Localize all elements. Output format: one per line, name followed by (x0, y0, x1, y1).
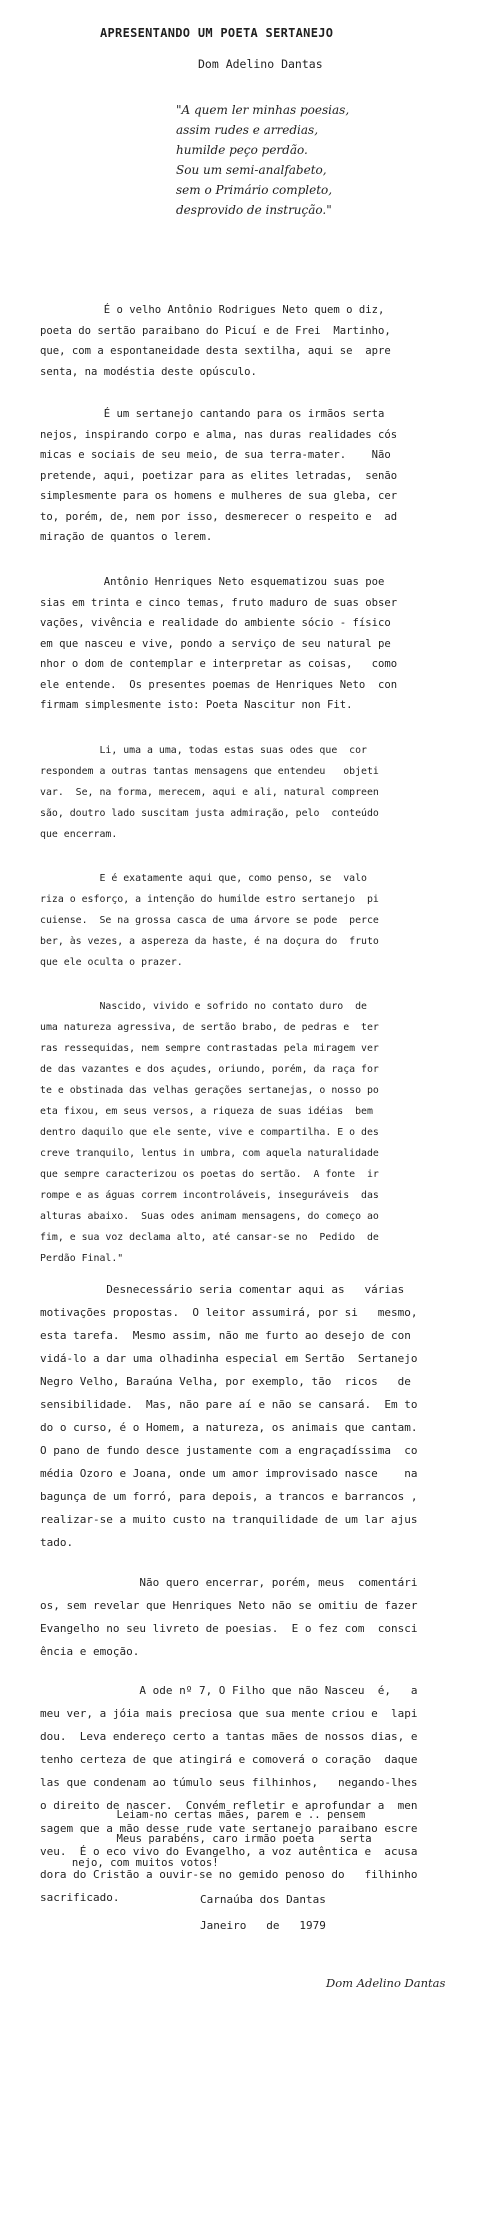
text-line: sias em trinta e cinco temas, fruto maduro de suas obser (40, 596, 398, 609)
text-line: do o curso, é o Homem, a natureza, os animais que cantam. (40, 1421, 418, 1434)
text-line: miração de quantos o lerem. (40, 531, 213, 543)
text-line: sacrificado. (40, 1891, 120, 1904)
text-line: que encerram. (40, 829, 118, 840)
paragraph-themes (40, 572, 466, 716)
text-line: uma natureza agressiva, de sertão brabo, de pedras e ter (40, 1022, 379, 1033)
poem-line: Sou um semi-analfabeto, (176, 163, 327, 177)
place-and-date (200, 1887, 326, 1939)
text-line: dentro daquilo que ele sente, vive e compartilha. E o des (40, 1127, 379, 1138)
text-line: Antônio Henriques Neto esquematizou suas poe (40, 576, 385, 588)
text-line: Meus parabéns, caro irmão poeta serta (40, 1833, 372, 1845)
text-line: las que condenam ao túmulo seus filhinhos, negando-lhes (40, 1776, 418, 1789)
date: Janeiro de 1979 (200, 1919, 326, 1932)
paragraph-effort (40, 868, 466, 973)
text-line: que ele oculta o prazer. (40, 957, 183, 968)
poem-line: assim rudes e arredias, (176, 123, 319, 137)
document-title: APRESENTANDO UM POETA SERTANEJO (100, 26, 334, 40)
text-line: Li, uma a uma, todas estas suas odes que cor (40, 745, 367, 756)
text-line: veu. É o eco vivo do Evangelho, a voz autêntica e acusa (40, 1845, 418, 1858)
paragraph-odes (40, 740, 466, 845)
text-line: Leiam-no certas mães, parem e .. pensem (40, 1809, 366, 1821)
epigraph-poem (176, 100, 349, 220)
text-line: dora do Cristão a ouvir-se no gemido penoso do filhinho (40, 1868, 418, 1881)
text-line: ele entende. Os presentes poemas de Henriques Neto con (40, 678, 398, 691)
text-line: nhor o dom de contemplar e interpretar as coisas, como (40, 658, 398, 670)
text-line: senta, na modéstia deste opúsculo. (40, 365, 257, 378)
signature: Dom Adelino Dantas (326, 1976, 446, 1990)
text-line: Perdão Final." (40, 1253, 124, 1264)
text-line: Nascido, vivido e sofrido no contato duro de (40, 1001, 367, 1012)
text-line: dou. Leva endereço certo a tantas mães de nossos dias, e (40, 1730, 418, 1743)
text-line: Não quero encerrar, porém, meus comentári (40, 1576, 418, 1589)
text-line: A ode nº 7, O Filho que não Nasceu é, a (40, 1684, 418, 1697)
text-line: vações, vivência e realidade do ambiente sócio - físico (40, 617, 391, 629)
text-line: são, doutro lado suscitam justa admiração, pelo conteúdo (40, 808, 379, 819)
paragraph-motivations (40, 1278, 466, 1554)
text-line: nejo, com muitos votos! (40, 1857, 219, 1869)
text-line: respondem a outras tantas mensagens que entendeu objeti (40, 766, 379, 777)
text-line: em que nasceu e vive, pondo a serviço de seu natural pe (40, 637, 391, 650)
text-line: vidá-lo a dar uma olhadinha especial em Sertão Sertanejo (40, 1352, 418, 1365)
poem-line: "A quem ler minhas poesias, (176, 103, 350, 117)
text-line: Desnecessário seria comentar aqui as várias (40, 1283, 405, 1296)
text-line: fim, e sua voz declama alto, até cansar-se no Pedido de (40, 1232, 379, 1243)
text-line: ência e emoção. (40, 1645, 140, 1658)
paragraph-gospel (40, 1571, 466, 1663)
text-line: rompe e as águas correm incontroláveis, inseguráveis das (40, 1190, 379, 1201)
text-line: sensibilidade. Mas, não pare aí e não se cansará. Em to (40, 1398, 418, 1411)
text-line: média Ozoro e Joana, onde um amor improvisado nasce na (40, 1467, 418, 1480)
text-line: bagunça de um forró, para depois, a trancos e barrancos , (40, 1490, 418, 1503)
paragraph-nature (40, 996, 466, 1269)
text-line: alturas abaixo. Suas odes animam mensagens, do começo ao (40, 1211, 379, 1222)
text-line: tado. (40, 1536, 74, 1549)
text-line: que sempre caracterizou os poetas do sertão. A fonte ir (40, 1169, 379, 1180)
poem-line: humilde peço perdão. (176, 143, 308, 157)
text-line: tenho certeza de que atingirá e comoverá o coração daque (40, 1753, 418, 1766)
text-line: os, sem revelar que Henriques Neto não se omitiu de fazer (40, 1599, 418, 1612)
text-line: E é exatamente aqui que, como penso, se valo (40, 873, 367, 884)
text-line: Evangelho no seu livreto de poesias. E o fez com consci (40, 1622, 418, 1635)
text-line: esta tarefa. Mesmo assim, não me furto ao desejo de con (40, 1329, 411, 1342)
text-line: poeta do sertão paraibano do Picuí e de Frei Martinho, (40, 324, 391, 337)
text-line: Negro Velho, Baraúna Velha, por exemplo, tão ricos de (40, 1375, 411, 1388)
text-line: micas e sociais de seu meio, de sua terra-mater. Não (40, 449, 391, 461)
text-line: meu ver, a jóia mais preciosa que sua mente criou e lapi (40, 1707, 418, 1720)
author-name: Dom Adelino Dantas (198, 57, 323, 71)
text-line: motivações propostas. O leitor assumirá, por si mesmo, (40, 1306, 418, 1319)
text-line: eta fixou, em seus versos, a riqueza de suas idéias bem (40, 1106, 373, 1117)
text-line: o direito de nascer. Convém refletir e aprofundar a men (40, 1799, 418, 1812)
poem-line: desprovido de instrução." (176, 203, 332, 217)
paragraph-intro (40, 300, 466, 382)
text-line: realizar-se a muito custo na tranquilidade de um lar ajus (40, 1513, 418, 1526)
text-line: ras ressequidas, nem sempre contrastadas pela miragem ver (40, 1043, 379, 1054)
text-line: te e obstinada das velhas gerações sertanejas, o nosso po (40, 1085, 379, 1096)
paragraph-closing (40, 1803, 466, 1875)
text-line: O pano de fundo desce justamente com a engraçadíssima co (40, 1444, 418, 1457)
text-line: riza o esforço, a intenção do humilde estro sertanejo pi (40, 894, 379, 905)
text-line: de das vazantes e dos açudes, oriundo, porém, da raça for (40, 1064, 379, 1075)
text-line: creve tranquilo, lentus in umbra, com aquela naturalidade (40, 1148, 379, 1159)
poem-line: sem o Primário completo, (176, 183, 333, 197)
paragraph-sertanejo (40, 404, 466, 548)
text-line: to, porém, de, nem por isso, desmerecer o respeito e ad (40, 510, 398, 523)
text-line: ber, às vezes, a aspereza da haste, é na doçura do fruto (40, 936, 379, 947)
text-line: var. Se, na forma, merecem, aqui e ali, natural compreen (40, 787, 379, 798)
place: Carnaúba dos Dantas (200, 1893, 326, 1906)
text-line: firmam simplesmente isto: Poeta Nascitur non Fit. (40, 699, 353, 711)
text-line: cuiense. Se na grossa casca de uma árvore se pode perce (40, 915, 379, 926)
text-line: que, com a espontaneidade desta sextilha, aqui se apre (40, 345, 391, 357)
text-line: É um sertanejo cantando para os irmãos serta (40, 408, 385, 420)
text-line: sagem que a mão desse rude vate sertanejo paraibano escre (40, 1822, 418, 1835)
text-line: pretende, aqui, poetizar para as elites letradas, senão (40, 469, 398, 482)
text-line: É o velho Antônio Rodrigues Neto quem o diz, (40, 304, 385, 316)
text-line: simplesmente para os homens e mulheres de sua gleba, cer (40, 490, 398, 502)
text-line: nejos, inspirando corpo e alma, nas duras realidades cós (40, 428, 398, 441)
